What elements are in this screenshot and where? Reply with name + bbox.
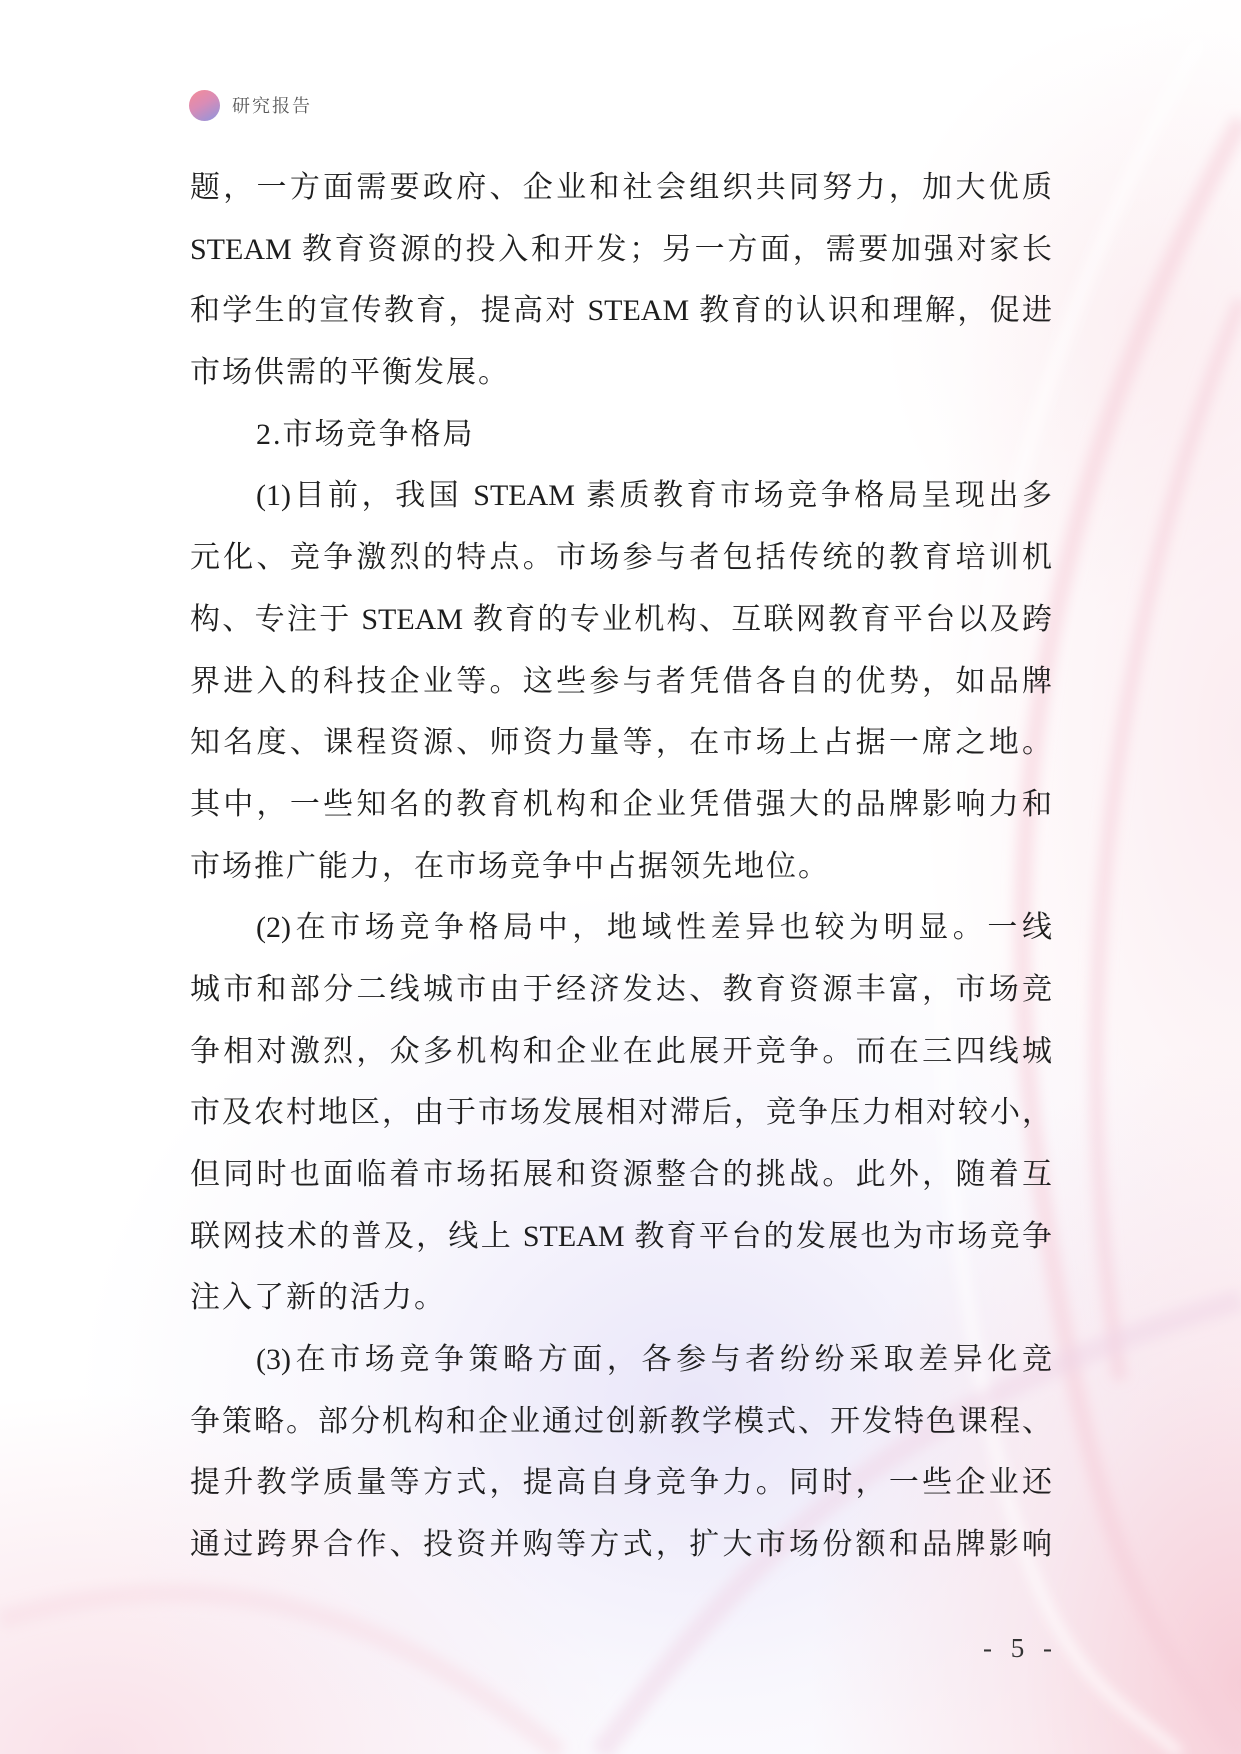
paragraph-line: 注入了新的活力。 bbox=[190, 1281, 446, 1315]
paragraph-line: 城市和部分二线城市由于经济发达、教育资源丰富，市场竞 bbox=[190, 972, 1052, 1006]
paragraph-line: 但同时也面临着市场拓展和资源整合的挑战。此外，随着互 bbox=[190, 1158, 1052, 1191]
paragraph-line: 界进入的科技企业等。这些参与者凭借各自的优势，如品牌 bbox=[190, 664, 1052, 698]
paragraph-line: 知名度、课程资源、师资力量等，在市场上占据一席之地。 bbox=[190, 726, 1052, 760]
paragraph-line: 市场供需的平衡发展。 bbox=[190, 356, 510, 390]
paragraph-line: 元化、竞争激烈的特点。市场参与者包括传统的教育培训机 bbox=[190, 541, 1052, 575]
paragraph-line: 争相对激烈，众多机构和企业在此展开竞争。而在三四线城 bbox=[190, 1034, 1052, 1068]
paragraph-line: (1)目前，我国 STEAM 素质教育市场竞争格局呈现出多 bbox=[256, 479, 1052, 513]
paragraph-line: 通过跨界合作、投资并购等方式，扩大市场份额和品牌影响 bbox=[190, 1528, 1052, 1562]
report-header bbox=[189, 89, 312, 121]
paragraph-line: 构、专注于 STEAM 教育的专业机构、互联网教育平台以及跨 bbox=[190, 602, 1052, 636]
gradient-dot-icon bbox=[189, 90, 220, 121]
paragraph-line: 市及农村地区，由于市场发展相对滞后，竞争压力相对较小， bbox=[190, 1096, 1052, 1130]
page-number: - 5 - bbox=[983, 1633, 1058, 1663]
paragraph bbox=[190, 1329, 1052, 1576]
paragraph-line: 争策略。部分机构和企业通过创新教学模式、开发特色课程、 bbox=[190, 1404, 1052, 1438]
paragraph-line: STEAM 教育资源的投入和开发；另一方面，需要加强对家长 bbox=[190, 232, 1052, 266]
paragraph-line: 提升教学质量等方式，提高自身竞争力。同时，一些企业还 bbox=[190, 1466, 1052, 1500]
paragraph-line: (3)在市场竞争策略方面，各参与者纷纷采取差异化竞 bbox=[256, 1343, 1052, 1377]
paragraph-line: (2)在市场竞争格局中，地域性差异也较为明显。一线 bbox=[256, 911, 1052, 945]
paragraph bbox=[190, 897, 1052, 1329]
paragraph-line: 和学生的宣传教育，提高对 STEAM 教育的认识和理解，促进 bbox=[190, 294, 1052, 328]
header-title: 研究报告 bbox=[232, 96, 312, 117]
body-text bbox=[190, 157, 1052, 1576]
paragraph-line: 联网技术的普及，线上 STEAM 教育平台的发展也为市场竞争 bbox=[190, 1219, 1052, 1253]
paragraph-line: 题，一方面需要政府、企业和社会组织共同努力，加大优质 bbox=[190, 171, 1052, 204]
paragraph-line: 其中，一些知名的教育机构和企业凭借强大的品牌影响力和 bbox=[190, 787, 1052, 821]
paragraph-line: 市场推广能力，在市场竞争中占据领先地位。 bbox=[190, 849, 830, 883]
paragraph bbox=[190, 465, 1052, 897]
paragraph bbox=[190, 157, 1052, 404]
section-heading: 2.市场竞争格局 bbox=[256, 417, 475, 451]
